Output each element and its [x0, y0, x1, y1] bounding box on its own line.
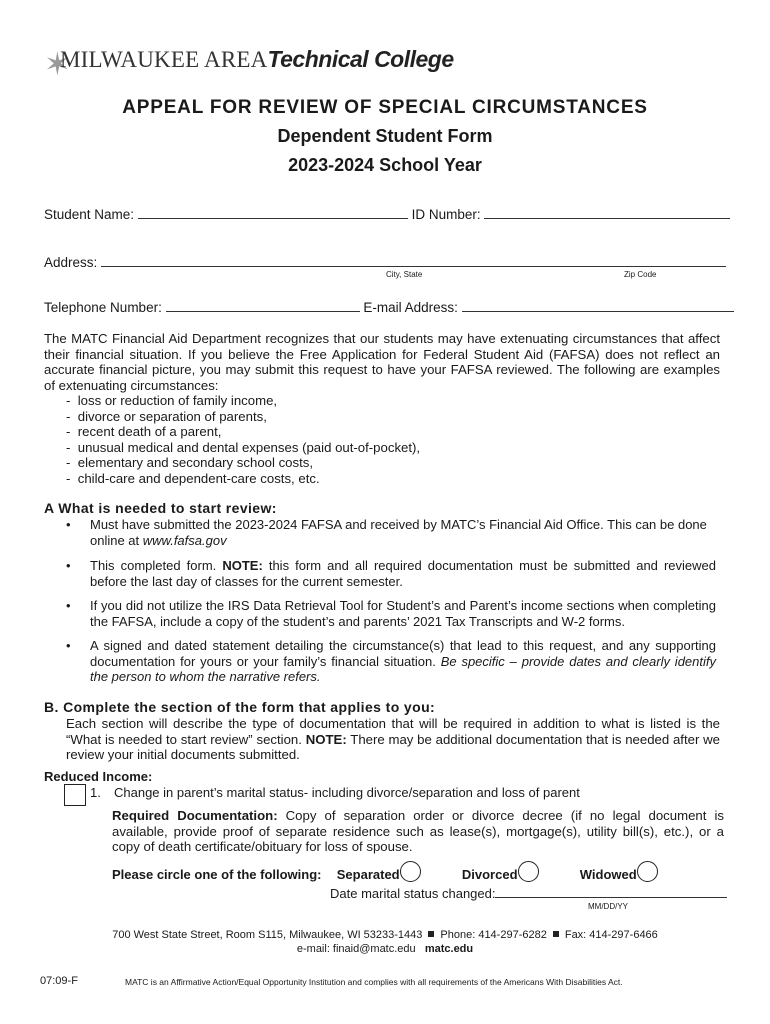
bullet-text: this form and all required documentation must be submitted and reviewed before the last day of classes for the current semester.: [90, 558, 716, 589]
item-1-text: Change in parent’s marital status- including divorce/separation and loss of parent: [114, 785, 580, 800]
date-format-caption: MM/DD/YY: [588, 902, 628, 911]
footer-contact-line: [0, 929, 770, 941]
student-name-field[interactable]: [138, 206, 408, 219]
footer-address: 700 West State Street, Room S115, Milwaukee, WI 53233-1443: [112, 929, 423, 941]
bullet-text: Must have submitted the 2023-2024 FAFSA and received by MATC’s Financial Aid Office. This can be done online at: [90, 517, 707, 548]
examples-list: [66, 393, 666, 487]
footer-disclaimer: MATC is an Affirmative Action/Equal Opportunity Institution and complies with all requirements of the Americans With Disabilities Act.: [125, 977, 623, 987]
circle-options-row: [112, 861, 658, 882]
footer-email[interactable]: e-mail: finaid@matc.edu: [296, 943, 416, 955]
address-field[interactable]: [101, 254, 726, 267]
bullet-dot: •: [66, 638, 71, 653]
list-item: - loss or reduction of family income,: [66, 393, 278, 408]
list-item: - unusual medical and dental expenses (paid out-of-pocket),: [66, 439, 421, 455]
option-widowed[interactable]: Widowed: [579, 867, 637, 882]
date-changed-label: Date marital status changed:: [330, 886, 496, 901]
separated-circle[interactable]: [400, 861, 421, 882]
square-bullet-icon: [553, 931, 559, 937]
email-label: E-mail Address:: [363, 300, 458, 315]
bullet-dot: •: [66, 598, 71, 613]
bullet-dot: •: [66, 517, 71, 532]
id-number-field[interactable]: [484, 206, 730, 219]
logo-text-regular: MILWAUKEE AREA: [60, 47, 268, 72]
divorced-circle[interactable]: [518, 861, 539, 882]
logo-text: [60, 46, 454, 73]
list-item: - child-care and dependent-care costs, etc.: [66, 470, 320, 486]
section-a-bullet-4: [66, 638, 716, 685]
option-divorced[interactable]: Divorced: [461, 867, 518, 882]
reduced-income-heading: Reduced Income:: [44, 769, 153, 784]
main-title: APPEAL FOR REVIEW OF SPECIAL CIRCUMSTANCES: [122, 97, 648, 118]
example-text: unusual medical and dental expenses (paid out-of-pocket),: [77, 439, 421, 455]
list-item: - recent death of a parent,: [66, 424, 222, 440]
option-separated[interactable]: Separated: [336, 867, 400, 882]
city-state-caption: City, State: [386, 270, 423, 279]
section-b-heading: B. Complete the section of the form that applies to you:: [44, 699, 436, 715]
zip-code-caption: Zip Code: [624, 270, 657, 279]
intro-paragraph: The MATC Financial Aid Department recognizes that our students may have extenuating circumstances that affect their financial situation. If you believe the Free Application for Federal Student Aid (FAFSA) does not reflect an accurate financial picture, you may submit this request to have your FAFSA reviewed. The following are examples of extenuating circumstances:: [44, 331, 720, 393]
list-item: - divorce or separation of parents,: [66, 408, 267, 424]
telephone-field[interactable]: [166, 299, 360, 312]
list-item: - elementary and secondary school costs,: [66, 455, 314, 471]
address-label: Address:: [44, 255, 98, 270]
section-b-text: Each section will describe the type of documentation that will be required in addition to what is listed is the “What is needed to start review” section.: [66, 716, 720, 747]
form-code: 07:09-F: [40, 975, 78, 987]
date-changed-row: [330, 885, 727, 901]
circle-prompt: Please circle one of the following:: [112, 867, 322, 882]
required-doc-label: Required Documentation:: [112, 808, 278, 823]
bullet-italic-text: Be specific – provide dates and clearly identify the person to whom the narrative refers.: [90, 653, 716, 684]
bullet-dot: •: [66, 558, 71, 573]
section-a-bullet-1: [66, 517, 716, 548]
telephone-label: Telephone Number:: [44, 300, 162, 315]
student-name-label: Student Name:: [44, 207, 135, 222]
footer-phone: Phone: 414-297-6282: [440, 929, 547, 941]
item-1-number: 1.: [90, 785, 101, 800]
section-a-bullet-3: [66, 598, 716, 629]
section-a-heading: A What is needed to start review:: [44, 500, 277, 516]
school-year: 2023-2024 School Year: [288, 155, 482, 175]
section-b-text: There may be additional documentation that is needed after we review your initial documents submitted.: [66, 731, 720, 763]
example-text: divorce or separation of parents,: [77, 408, 267, 424]
widowed-circle[interactable]: [637, 861, 658, 882]
student-name-row: [44, 206, 730, 222]
bullet-text: A signed and dated statement detailing the circumstance(s) that lead to this request, and any supporting documentation for yours or your family’s financial situation.: [90, 638, 716, 669]
example-text: elementary and secondary school costs,: [77, 455, 314, 471]
bullet-text: This completed form.: [90, 558, 223, 573]
matc-logo: [44, 44, 454, 84]
footer-web-line: [0, 943, 770, 955]
note-label: NOTE:: [222, 558, 263, 573]
example-text: child-care and dependent-care costs, etc.: [77, 470, 320, 486]
section-a-bullet-2: [66, 558, 716, 589]
square-bullet-icon: [428, 931, 434, 937]
footer-fax: Fax: 414-297-6466: [564, 929, 658, 941]
bullet-text: If you did not utilize the IRS Data Retrieval Tool for Student’s and Parent’s income sections when completing the FAFSA, include a copy of the student’s and parents’ 2021 Tax Transcripts and W-2 forms.: [90, 598, 716, 629]
contact-row: [44, 299, 734, 315]
required-doc-text: Copy of separation order or divorce decree (if no legal document is available, provide proof of separate residence such as lease(s), mortgage(s), utility bill(s), etc.), or a copy of death certificate/obituary for loss of spouse.: [112, 808, 725, 855]
email-field[interactable]: [462, 299, 734, 312]
required-documentation: [112, 808, 724, 855]
example-text: loss or reduction of family income,: [77, 393, 278, 408]
form-title: Dependent Student Form: [277, 126, 493, 146]
example-text: recent death of a parent,: [77, 424, 222, 440]
reduced-income-checkbox[interactable]: [64, 784, 86, 806]
date-changed-field[interactable]: [495, 885, 727, 898]
footer-website[interactable]: matc.edu: [424, 943, 474, 955]
logo-text-bold: Technical College: [267, 46, 454, 72]
section-b-description: [66, 716, 720, 763]
fafsa-link[interactable]: www.fafsa.gov: [142, 532, 227, 548]
address-row: [44, 254, 726, 270]
note-label: NOTE:: [305, 731, 347, 747]
id-number-label: ID Number:: [411, 207, 481, 222]
star-icon: ✶: [44, 46, 71, 82]
